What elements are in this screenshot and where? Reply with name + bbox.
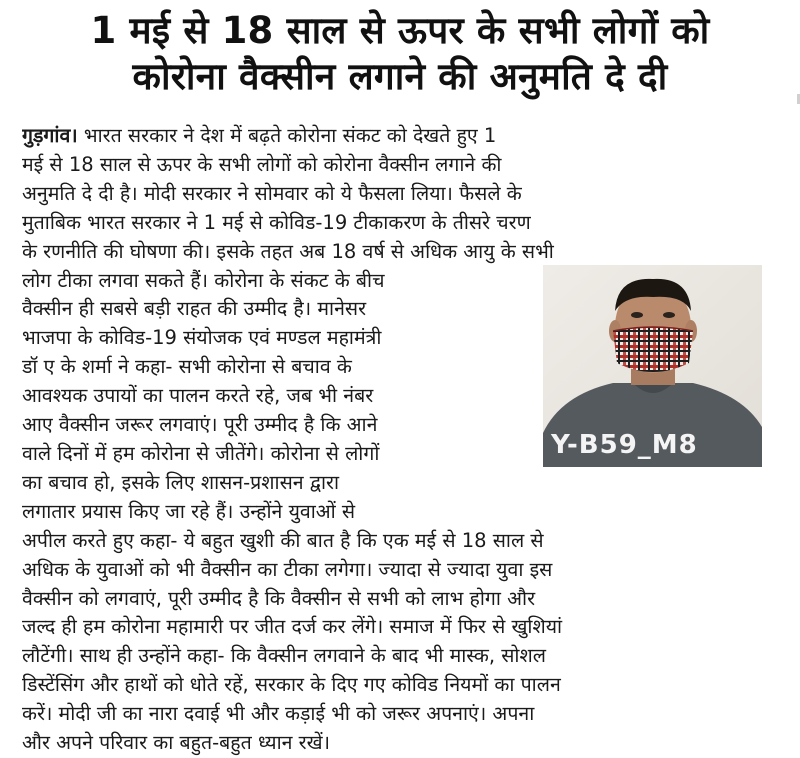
body-line: आए वैक्सीन जरूर लगवाएं। पूरी उम्मीद है कि आने [22, 413, 378, 437]
body-line: जल्द ही हम कोरोना महामारी पर जीत दर्ज कर लेंगे। समाज में फिर से खुशियां [22, 615, 563, 639]
person-photo [543, 265, 762, 467]
body-line: अपील करते हुए कहा- ये बहुत खुशी की बात है कि एक मई से 18 साल से [22, 528, 544, 552]
body-line: डिस्टेंसिंग और हाथों को धोते रहें, सरकार के दिए गए कोविड नियमों का पालन [22, 673, 561, 697]
body-line: करें। मोदी जी का नारा दवाई भी और कड़ाई भी को जरूर अपनाएं। अपना [22, 702, 535, 726]
body-line: लोग टीका लगवा सकते हैं। कोरोना के संकट के बीच [22, 268, 385, 292]
body-line: और अपने परिवार का बहुत-बहुत ध्यान रखें। [22, 731, 330, 755]
body-line: का बचाव हो, इसके लिए शासन-प्रशासन द्वारा [22, 470, 340, 494]
body-line-text: भारत सरकार ने देश में बढ़ते कोरोना संकट को देखते हुए 1 [77, 124, 497, 147]
headline [0, 8, 800, 100]
body-line: डॉ ए के शर्मा ने कहा- सभी कोरोना से बचाव के [22, 355, 352, 379]
person-photo-drawing [543, 265, 762, 467]
body-line: मई से 18 साल से ऊपर के सभी लोगों को कोरोना वैक्सीन लगाने की [22, 152, 502, 176]
body-line: अनुमति दे दी है। मोदी सरकार ने सोमवार को ये फैसला लिया। फैसले के [22, 181, 522, 205]
body-line: वाले दिनों में हम कोरोना से जीतेंगे। कोरोना से लोगों [22, 441, 380, 465]
body-line: मुताबिक भारत सरकार ने 1 मई से कोविड-19 टीकाकरण के तीसरे चरण [22, 210, 531, 234]
body-line: आवश्यक उपायों का पालन करते रहे, जब भी नंबर [22, 384, 374, 408]
shirt-print: Y-B59_M8 [551, 430, 698, 460]
headline-line-2: कोरोना वैक्सीन लगाने की अनुमति दे दी [132, 55, 668, 98]
body-line [22, 122, 762, 151]
body-line: वैक्सीन को लगवाएं, पूरी उम्मीद है कि वैक्सीन से सभी को लाभ होगा और [22, 586, 536, 610]
body-line: लौटेंगी। साथ ही उन्होंने कहा- कि वैक्सीन लगवाने के बाद भी मास्क, सोशल [22, 644, 546, 668]
body-line: भाजपा के कोविड-19 संयोजक एवं मण्डल महामंत्री [22, 326, 382, 350]
body-line: अधिक के युवाओं को भी वैक्सीन का टीका लगेगा। ज्यादा से ज्यादा युवा इस [22, 557, 553, 581]
headline-line-1: 1 मई से 18 साल से ऊपर के सभी लोगों को [90, 9, 710, 52]
dateline: गुड़गांव। [22, 124, 78, 147]
body-line: वैक्सीन ही सबसे बड़ी राहत की उम्मीद है। मानेसर [22, 297, 367, 321]
body-line: के रणनीति की घोषणा की। इसके तहत अब 18 वर्ष से अधिक आयु के सभी [22, 239, 554, 263]
body-line: लगातार प्रयास किए जा रहे हैं। उन्होंने युवाओं से [22, 499, 356, 523]
